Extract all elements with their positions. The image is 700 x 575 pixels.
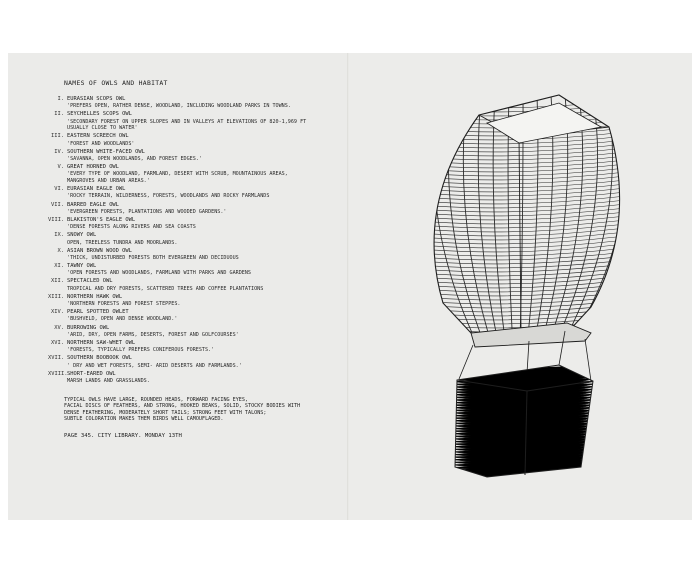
entry-number: XI.	[54, 263, 64, 270]
habitat-line: 'NORTHERN FORESTS AND FOREST STEPPES.	[67, 301, 181, 308]
habitat-line: MARSH LANDS AND GRASSLANDS.	[67, 378, 150, 385]
entry-number: XII.	[51, 278, 64, 285]
owl-entry	[48, 340, 348, 354]
owl-entry	[48, 248, 348, 262]
note-line: TYPICAL OWLS HAVE LARGE, ROUNDED HEADS, FORWARD FACING EYES,	[64, 396, 249, 403]
owl-entry	[48, 325, 348, 339]
entry-number: XIII.	[48, 293, 65, 300]
owl-habitat	[67, 301, 348, 308]
entry-number: XVIII.	[48, 370, 68, 377]
owl-habitat-list	[48, 79, 348, 439]
entry-number: XIV.	[51, 309, 64, 316]
owl-name: SOUTHERN BOOBOOK OWL	[67, 355, 132, 362]
basket	[449, 365, 599, 493]
owl-entry	[48, 186, 348, 200]
page-footer: PAGE 345. CITY LIBRARY. MONDAY 13TH	[64, 433, 182, 439]
entry-number: XVI.	[51, 340, 64, 347]
page-heading: NAMES OF OWLS AND HABITAT	[64, 79, 168, 87]
habitat-line: 'BUSHVELD, OPEN AND DENSE WOODLAND.'	[67, 316, 178, 323]
entry-number: I.	[57, 96, 64, 102]
habitat-line: 'DENSE FORESTS ALONG RIVERS AND SEA COASTS	[67, 224, 196, 231]
entries-list	[48, 96, 348, 385]
habitat-line: 'FORESTS, TYPICALLY PREFERS CONIFEROUS FORESTS.'	[67, 347, 215, 354]
owl-name: NORTHERN SAW-WHET OWL	[67, 340, 136, 347]
entry-number: X.	[57, 247, 64, 254]
owl-name: PEARL SPOTTED OWLET	[67, 309, 129, 316]
owl-name: NORTHERN HAWK OWL	[67, 293, 123, 300]
owl-habitat	[67, 171, 348, 184]
owl-entry	[48, 149, 348, 163]
owl-entry	[48, 96, 348, 110]
owl-entry	[48, 202, 348, 216]
owl-entry	[48, 164, 348, 184]
habitat-line: OPEN, TREELESS TUNDRA AND MOORLANDS.	[67, 239, 178, 246]
owl-entry	[48, 294, 348, 308]
habitat-line: TROPICAL AND DRY FORESTS, SCATTERED TREES AND COFFEE PLANTATIONS	[67, 285, 264, 292]
entry-number: XVII.	[48, 355, 65, 362]
owl-entry	[48, 133, 348, 147]
left-page	[8, 53, 350, 520]
note-line: SUBTLE COLORATION MAKES THEM BIRDS WELL CAMOUFLAGED.	[64, 416, 224, 423]
owl-habitat	[67, 347, 348, 354]
habitat-line: 'SECONDARY FOREST ON UPPER SLOPES AND IN VALLEYS AT ELEVATIONS OF 820-1,969 FT	[67, 118, 307, 125]
entry-number: IV.	[54, 148, 64, 155]
owl-entry	[48, 111, 348, 131]
owl-name: EURASIAN SCOPS OWL	[67, 96, 126, 102]
owl-name: SNOWY OWL	[67, 232, 97, 239]
owl-habitat	[67, 193, 348, 200]
habitat-line: 'ROCKY TERRAIN, WILDERNESS, FORESTS, WOODLANDS AND ROCKY FARMLANDS	[67, 193, 270, 200]
habitat-line: 'THICK, UNDISTURBED FORESTS BOTH EVERGREEN AND DECIDUOUS	[67, 254, 239, 261]
note-line: DENSE FEATHERING, MODERATELY SHORT TAILS; STRONG FEET WITH TALONS;	[64, 409, 267, 416]
habitat-line: 'ARID, DRY, OPEN FARMS, DESERTS, FOREST AND GOLFCOURSES'	[67, 331, 239, 338]
owl-habitat	[67, 103, 348, 110]
entry-number: VIII.	[48, 216, 65, 223]
owl-entry	[48, 371, 348, 385]
habitat-line: 'EVERGREEN FORESTS, PLANTATIONS AND WOODED GARDENS.'	[67, 208, 227, 215]
owl-habitat	[67, 270, 348, 277]
owl-name: BARRED EAGLE OWL	[67, 201, 119, 208]
owl-name: ASIAN BROWN WOOD OWL	[67, 247, 132, 254]
owl-habitat	[67, 156, 348, 163]
habitat-line: 'SAVANNA, OPEN WOODLANDS, AND FOREST EDGES.'	[67, 155, 202, 162]
entry-number: VI.	[54, 186, 64, 193]
owl-name: SHORT-EARED OWL	[67, 370, 116, 377]
owl-name: TAWNY OWL	[67, 263, 97, 270]
habitat-line: USUALLY CLOSE TO WATER'	[67, 125, 138, 132]
owl-entry	[48, 263, 348, 277]
entry-number: XV.	[54, 324, 64, 331]
owl-habitat	[67, 119, 348, 132]
owl-habitat	[67, 378, 348, 385]
note-line: FACIAL DISCS OF FEATHERS, AND STRONG, HOOKED BEAKS, SOLID, STOCKY BODIES WITH	[64, 403, 301, 410]
entry-number: II.	[54, 111, 64, 118]
entry-number: IX.	[54, 232, 64, 239]
owl-name: BURROWING OWL	[67, 324, 110, 331]
open-book	[0, 53, 700, 520]
owl-name: BLAKISTON'S EAGLE OWL	[67, 216, 136, 223]
owl-entry	[48, 355, 348, 369]
owl-name: SPECTACLED OWL	[67, 278, 113, 285]
owl-habitat	[67, 286, 348, 293]
entry-number: VII.	[51, 201, 64, 208]
owl-habitat	[67, 224, 348, 231]
habitat-line: 'FOREST AND WOODLANDS'	[67, 140, 135, 147]
habitat-line: MANGROVES AND URBAN AREAS.'	[67, 177, 150, 184]
owl-entry	[48, 309, 348, 323]
right-page	[349, 53, 692, 520]
owl-entry	[48, 278, 348, 292]
load-ring	[471, 323, 591, 347]
owl-name: GREAT HORNED OWL	[67, 164, 119, 171]
owl-habitat	[67, 141, 348, 148]
owl-name: SEYCHELLES SCOPS OWL	[67, 111, 132, 118]
owl-habitat	[67, 209, 348, 216]
owl-habitat	[67, 363, 348, 370]
habitat-line: 'EVERY TYPE OF WOODLAND, FARMLAND, DESERT WITH SCRUB, MOUNTAINOUS AREAS,	[67, 171, 288, 178]
hot-air-balloon-drawing	[409, 75, 639, 495]
entry-number: III.	[51, 133, 64, 140]
owl-entry	[48, 217, 348, 231]
habitat-line: 'OPEN FORESTS AND WOODLANDS, FARMLAND WITH PARKS AND GARDENS	[67, 270, 252, 277]
owl-name: SOUTHERN WHITE-FACED OWL	[67, 148, 145, 155]
entry-number: V.	[57, 164, 64, 171]
habitat-line: ' DRY AND WET FORESTS, SEMI- ARID DESERTS AND FARMLANDS.'	[67, 362, 242, 369]
owl-name: EASTERN SCREECH OWL	[67, 133, 129, 140]
owl-notes	[64, 397, 348, 423]
owl-habitat	[67, 316, 348, 323]
owl-habitat	[67, 240, 348, 247]
owl-habitat	[67, 255, 348, 262]
habitat-line: 'PREFERS OPEN, RATHER DENSE, WOODLAND, INCLUDING WOODLAND PARKS IN TOWNS.	[67, 103, 291, 110]
owl-entry	[48, 232, 348, 246]
owl-name: EURASIAN EAGLE OWL	[67, 186, 126, 193]
owl-habitat	[67, 332, 348, 339]
